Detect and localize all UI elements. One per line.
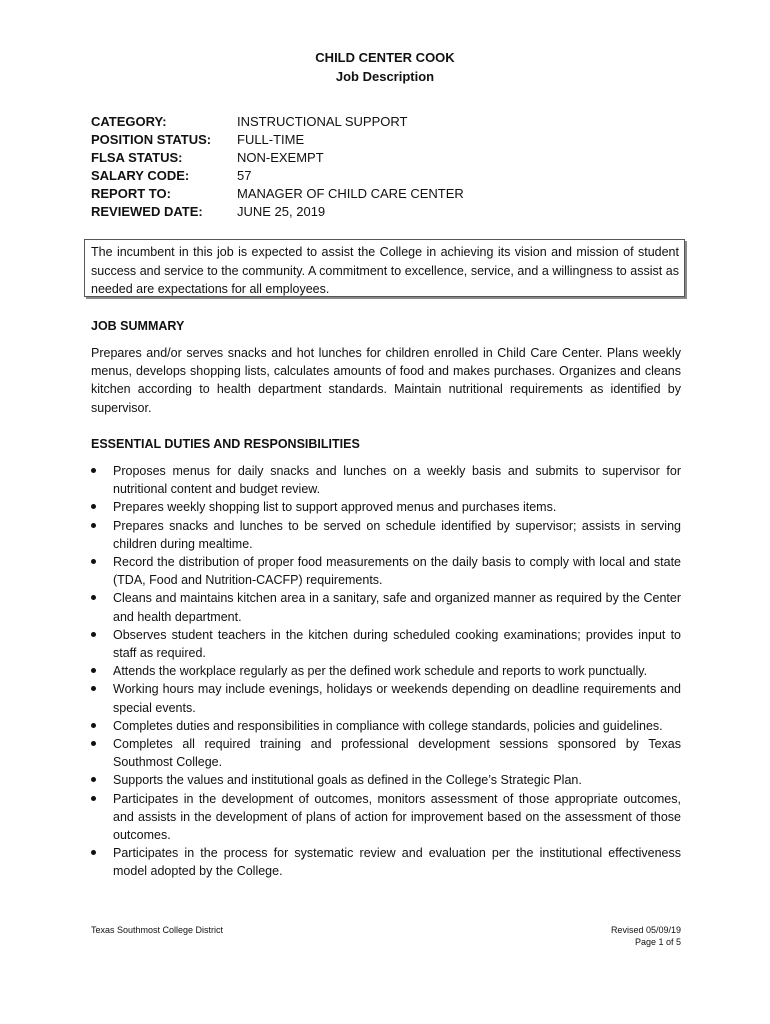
bullet-icon [91, 504, 96, 509]
duty-item [91, 626, 681, 662]
duty-text: Proposes menus for daily snacks and lunches on a weekly basis and submits to supervisor for nutritional content and budget review. [113, 464, 681, 497]
document-title: CHILD CENTER COOK [315, 50, 455, 65]
duty-text: Completes duties and responsibilities in compliance with college standards, policies and guidelines. [113, 718, 663, 733]
bullet-icon [91, 468, 96, 473]
duty-text: Attends the workplace regularly as per the defined work schedule and reports to work punctually. [113, 664, 648, 679]
duty-item [91, 553, 681, 589]
footer-revised-date: Revised 05/09/19 [610, 925, 681, 935]
meta-row-position-status [91, 131, 464, 149]
footer-organization: Texas Southmost College District [91, 925, 224, 935]
duty-text: Supports the values and institutional goals as defined in the College’s Strategic Plan. [113, 773, 582, 788]
bullet-icon [91, 632, 96, 637]
duty-text: Record the distribution of proper food measurements on the daily basis to comply with local and state (TDA, Food and Nutrition-CACFP) requirements. [113, 555, 681, 588]
job-summary-text: Prepares and/or serves snacks and hot lunches for children enrolled in Child Care Center. Plans weekly menus, develops shopping lists, calculates amounts of food and makes purchases. Organizes and cleans kitchen according to health department standards. Maintain nutritional requirements as identified by supervisor. [91, 346, 681, 415]
duty-item [91, 662, 681, 680]
footer-revision-info [611, 924, 681, 948]
footer-page-number: Page 1 of 5 [634, 937, 681, 947]
bullet-icon [91, 668, 96, 673]
meta-label: SALARY CODE: [91, 168, 190, 183]
duty-item [91, 790, 681, 845]
duty-item [91, 844, 681, 880]
duty-item [91, 498, 681, 516]
duty-text: Cleans and maintains kitchen area in a sanitary, safe and organized manner as required by the Center and health department. [113, 591, 681, 624]
meta-row-category [91, 113, 464, 131]
meta-row-report-to [91, 185, 464, 203]
duty-text: Participates in the development of outcomes, monitors assessment of those appropriate outcomes, and assists in the development of plans of action for improvement based on the assessment of those outcomes. [113, 791, 681, 843]
bullet-icon [91, 523, 96, 528]
duty-text: Participates in the process for systematic review and evaluation per the institutional effectiveness model adopted by the College. [113, 846, 681, 879]
duty-text: Observes student teachers in the kitchen during scheduled cooking examinations; provides input to staff as required. [113, 627, 681, 661]
bullet-icon [91, 686, 96, 691]
duty-item [91, 517, 681, 553]
meta-row-salary-code [91, 167, 464, 185]
expectations-notice-box: The incumbent in this job is expected to assist the College in achieving its vision and mission of student success and service to the community. A commitment to excellence, service, and a willingness to assist as needed are expectations for all employees. [84, 239, 685, 297]
bullet-icon [91, 723, 96, 728]
duties-heading: ESSENTIAL DUTIES AND RESPONSIBILITIES [91, 437, 360, 451]
duty-item [91, 589, 681, 625]
duties-list [91, 462, 681, 881]
meta-label: CATEGORY: [91, 114, 167, 129]
meta-value: NON-EXEMPT [237, 150, 324, 165]
meta-value: MANAGER OF CHILD CARE CENTER [237, 186, 464, 201]
meta-label: REPORT TO: [91, 186, 171, 201]
duty-text: Working hours may include evenings, holidays or weekends depending on deadline requirements and special events. [113, 682, 681, 715]
bullet-icon [91, 796, 96, 801]
meta-label: REVIEWED DATE: [91, 204, 203, 219]
duty-item [91, 462, 681, 498]
duty-item [91, 680, 681, 716]
duty-item [91, 717, 681, 735]
bullet-icon [91, 777, 96, 782]
bullet-icon [91, 850, 96, 855]
bullet-icon [91, 559, 96, 564]
duty-text: Completes all required training and professional development sessions sponsored by Texas Southmost College. [113, 737, 681, 770]
meta-value: JUNE 25, 2019 [237, 204, 326, 219]
meta-value: 57 [237, 168, 252, 183]
document-subtitle: Job Description [335, 69, 435, 84]
bullet-icon [91, 741, 96, 746]
duty-item [91, 735, 681, 771]
meta-value: FULL-TIME [237, 132, 305, 147]
meta-value: INSTRUCTIONAL SUPPORT [237, 114, 408, 129]
position-details [91, 113, 464, 221]
duty-text: Prepares weekly shopping list to support approved menus and purchases items. [113, 500, 557, 515]
meta-label: FLSA STATUS: [91, 150, 183, 165]
duty-item [91, 771, 681, 789]
duty-text: Prepares snacks and lunches to be served on schedule identified by supervisor; assists in serving children during mealtime. [113, 518, 681, 551]
meta-row-reviewed-date [91, 203, 464, 221]
meta-label: POSITION STATUS: [91, 132, 212, 147]
bullet-icon [91, 595, 96, 600]
meta-row-flsa-status [91, 149, 464, 167]
job-summary-heading: JOB SUMMARY [91, 319, 185, 333]
